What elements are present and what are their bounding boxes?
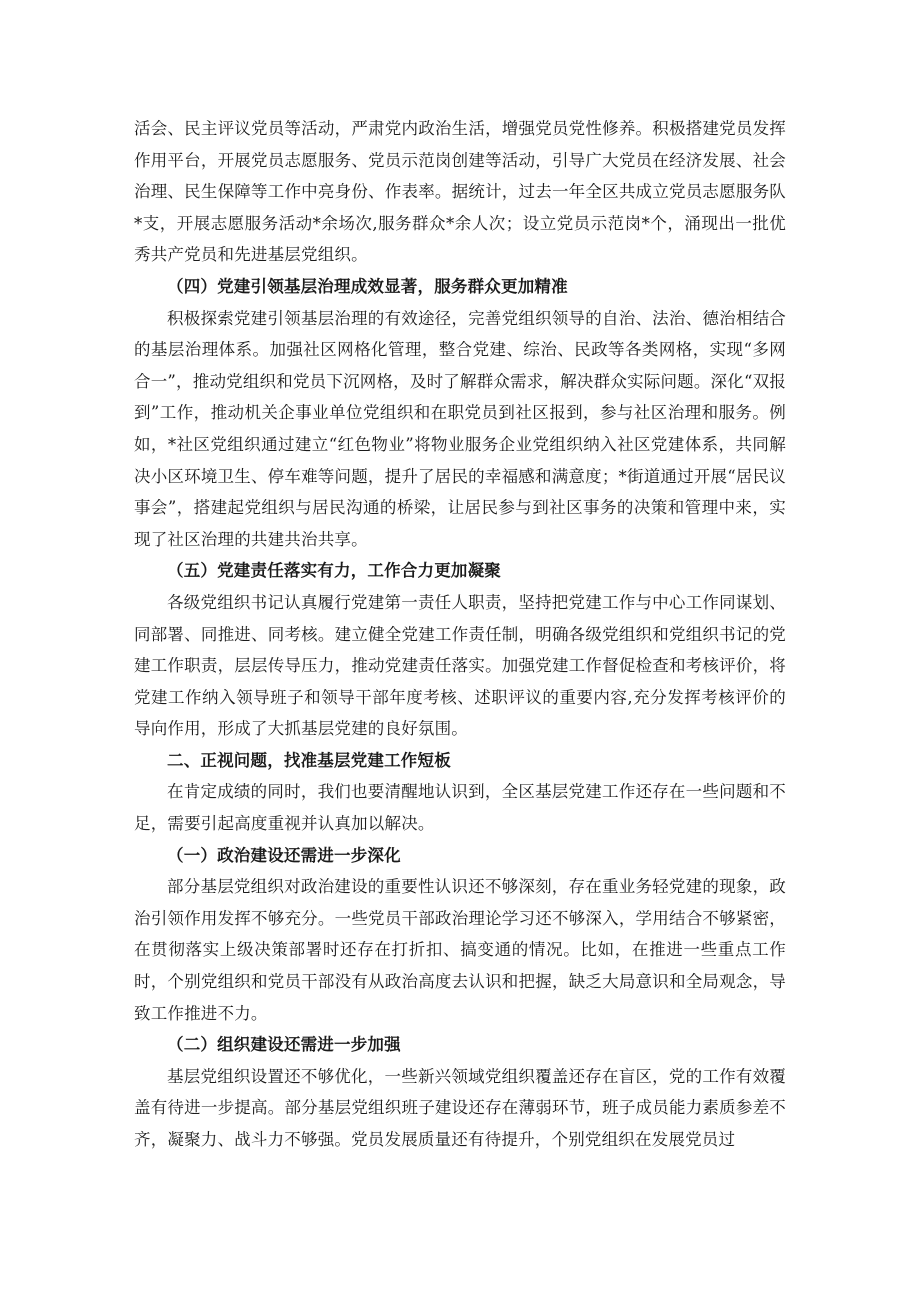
subsection-heading-1: （一）政治建设还需进一步深化	[167, 845, 401, 865]
paragraph-responsibility: 各级党组织书记认真履行党建第一责任人职责，坚持把党建工作与中心工作同谋划、同部署、同推进、同考核。建立健全党建工作责任制，明确各级党组织和党组织书记的党建工作职责，层层传导压力，推动党建责任落实。加强党建工作督促检查和考核评价，将党建工作纳入领导班子和领导干部年度考核、述职评议的重要内容,充分发挥考核评价的导向作用，形成了大抓基层党建的良好氛围。	[134, 592, 786, 739]
paragraph-political-construction: 部分基层党组织对政治建设的重要性认识还不够深刻，存在重业务轻党建的现象，政治引领作用发挥不够充分。一些党员干部政治理论学习还不够深入，学用结合不够紧密，在贯彻落实上级决策部署时还存在打折扣、搞变通的情况。比如，在推进一些重点工作时，个别党组织和党员干部没有从政治高度去认识和把握，缺乏大局意识和全局观念，导致工作推进不力。	[134, 877, 786, 1023]
section-heading-5: （五）党建责任落实有力，工作合力更加凝聚	[167, 561, 501, 581]
subsection-heading-2: （二）组织建设还需进一步加强	[167, 1035, 401, 1055]
document-body	[134, 113, 786, 1156]
chapter-heading-2: 二、正视问题，找准基层党建工作短板	[167, 750, 451, 770]
paragraph-problems-intro: 在肯定成绩的同时，我们也要清醒地认识到，全区基层党建工作还存在一些问题和不足，需要引起高度重视并认真加以解决。	[134, 782, 786, 834]
paragraph-grassroots-governance: 积极探索党建引领基层治理的有效途径，完善党组织领导的自治、法治、德治相结合的基层治理体系。加强社区网格化管理，整合党建、综治、民政等各类网格，实现“多网合一”，推动党组织和党员下沉网格，及时了解群众需求，解决群众实际问题。深化“双报到”工作，推动机关企事业单位党组织和在职党员到社区报到，参与社区治理和服务。例如，*社区党组织通过建立“红色物业”将物业服务企业党组织纳入社区党建体系，共同解决小区环境卫生、停车难等问题，提升了居民的幸福感和满意度；*街道通过开展“居民议事会”，搭建起党组织与居民沟通的桥梁，让居民参与到社区事务的决策和管理中来，实现了社区治理的共建共治共享。	[134, 308, 786, 549]
paragraph-continuation: 活会、民主评议党员等活动，严肃党内政治生活，增强党员党性修养。积极搭建党员发挥作用平台，开展党员志愿服务、党员示范岗创建等活动，引导广大党员在经济发展、社会治理、民生保障等工作中亮身份、作表率。据统计，过去一年全区共成立党员志愿服务队*支，开展志愿服务活动*余场次,服务群众*余人次；设立党员示范岗*个，涌现出一批优秀共产党员和先进基层党组织。	[134, 119, 786, 265]
paragraph-organization-construction: 基层党组织设置还不够优化，一些新兴领域党组织覆盖还存在盲区，党的工作有效覆盖有待进一步提高。部分基层党组织班子建设还存在薄弱环节，班子成员能力素质参差不齐，凝聚力、战斗力不够强。党员发展质量还有待提升，个别党组织在发展党员过	[134, 1066, 786, 1149]
section-heading-4: （四）党建引领基层治理成效显著，服务群众更加精准	[167, 276, 568, 296]
